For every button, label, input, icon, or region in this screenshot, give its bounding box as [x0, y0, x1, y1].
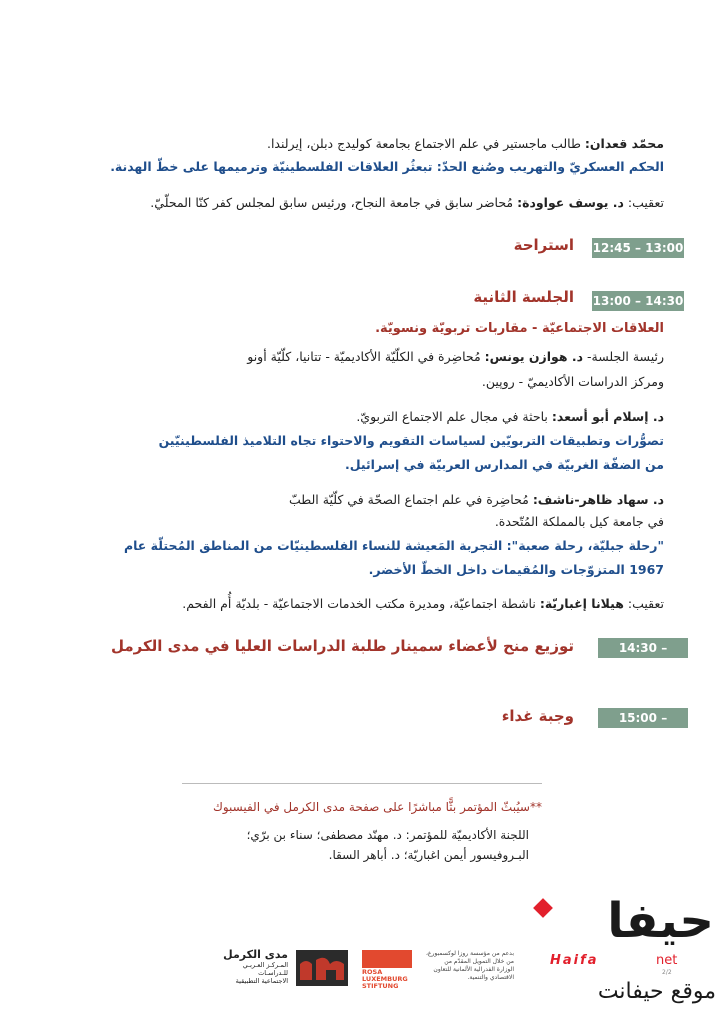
- session2-time: 13:00 – 14:30: [592, 291, 684, 311]
- support-1: بدعم من مؤسسة روزا لوكسمبورغ،: [425, 950, 514, 957]
- presenter-1-title-1: تصوُّرات وتطبيقات التربويّين لسياسات التقويم والاحتواء تجاه التلاميذ الفلسطينيّين: [158, 433, 664, 448]
- rosa-2: LUXEMBURG: [362, 975, 408, 983]
- grants-label: توزيع منح لأعضاء سمينار طلبة الدراسات العليا في مدى الكرمل: [110, 637, 574, 655]
- haifanet-watermark: [530, 895, 720, 1021]
- presenter-1-title-2: من الضفّة الغربيّة في المدارس العربيّة في إسرائيل.: [344, 457, 664, 472]
- session2-subtitle: العلاقات الاجتماعيّة - مقاربات تربويّة ونسويّة.: [375, 321, 664, 336]
- comment-name: د. يوسف عواودة:: [517, 195, 624, 210]
- presenter-2-title-1: "رحلة جبليّة، رحلة صعبة": التجربة المَعيشة للنساء الفلسطينيّات من المناطق المُحتلّة عام: [123, 538, 664, 553]
- rosa-logo-icon: [362, 950, 412, 968]
- chair-line: [40, 348, 664, 366]
- rosa-1: ROSA: [362, 968, 383, 976]
- page-number: 2/2: [662, 969, 672, 976]
- comment-desc: مُحاضر سابق في جامعة النجاح، ورئيس سابق لمجلس كفر كنّا المحلّيّ.: [150, 195, 518, 210]
- comment-line: [40, 194, 664, 212]
- presenter-1-desc: باحثة في مجال علم الاجتماع التربويّ.: [356, 409, 552, 424]
- rosa-3: STIFTUNG: [362, 982, 399, 990]
- haifa-site-name: موقع حيفانت: [597, 979, 716, 1004]
- presenter-2-title-2: 1967 المتزوّجات والمُقيمات داخل الخطّ الأخضر.: [368, 562, 664, 577]
- break-time: 12:45 – 13:00: [592, 238, 684, 258]
- lunch-label: وجبة غداء: [501, 707, 574, 725]
- live-note: **سيُبثّ المؤتمر بثًّا مباشرًا على صفحة مدى الكرمل في الفيسبوك: [212, 800, 542, 814]
- rosa-logo-text: [362, 969, 408, 990]
- mada-name: مدى الكرمل: [223, 948, 288, 961]
- speaker-desc: طالب ماجستير في علم الاجتماع بجامعة كوليدج دبلن، إيرلندا.: [266, 136, 585, 151]
- presenter-1-name: د. إسلام أبو أسعد:: [551, 409, 664, 424]
- grants-time: 14:30 – 15:00: [598, 638, 688, 658]
- committee-2: البـروفيسور أيمن اغباريّة؛ د. أباهر السقا.: [328, 848, 529, 862]
- mada-sub-1: المـركـز العـربـي للـدراسـات: [242, 961, 288, 977]
- mada-logo-text: [212, 948, 288, 985]
- support-text: [414, 950, 514, 982]
- presenter-2-line: [40, 491, 664, 509]
- chair-desc-2: ومركز الدراسات الأكاديميّ - روپين.: [481, 374, 664, 389]
- haifa-arabic: حيفا: [607, 893, 714, 949]
- chair-label: رئيسة الجلسة-: [583, 349, 664, 364]
- presenter-2-desc: مُحاضِرة في علم اجتماع الصحّة في كلّيّة الطبّ: [288, 492, 533, 507]
- chair-name: د. هوازن يونس:: [484, 349, 584, 364]
- speaker-line: [40, 135, 664, 153]
- support-4: الاقتصادي والتنمية.: [467, 974, 514, 981]
- footer-divider: [182, 783, 542, 784]
- session2-comment-desc: ناشطة اجتماعيّة، ومديرة مكتب الخدمات الاجتماعيّة - بلديّة أُم الفحم.: [182, 596, 540, 611]
- comment-label: تعقيب:: [623, 195, 664, 210]
- haifa-english: Haifa: [550, 953, 599, 968]
- haifa-net: net: [656, 953, 678, 968]
- presenter-2-desc-2: في جامعة كيل بالمملكة المُتّحدة.: [494, 514, 664, 529]
- haifa-dot-icon: [533, 898, 553, 918]
- mada-logo-icon: [296, 950, 348, 986]
- session2-comment-line: [40, 595, 664, 613]
- committee-1: اللجنة الأكاديميّة للمؤتمر: د. مهنّد مصطفى؛ سناء بن برّي؛: [246, 828, 529, 842]
- session2-title: الجلسة الثانية: [473, 288, 574, 306]
- talk-title: الحكم العسكريّ والتهريب وصُنع الحدّ: تبعثُر العلاقات الفلسطينيّة وترميمها على خطّ الهدنة.: [110, 159, 664, 174]
- speaker-name: محمّد قعدان:: [584, 136, 664, 151]
- presenter-2-name: د. سهاد ظاهر-ناشف:: [532, 492, 664, 507]
- mada-sub-2: الاجتماعية التطبيقية: [235, 977, 288, 985]
- support-3: الوزارة الفدرالية الألمانية للتعاون: [433, 966, 514, 973]
- lunch-time: 15:00 – 16:00: [598, 708, 688, 728]
- presenter-1-line: [40, 408, 664, 426]
- session2-comment-label: تعقيب:: [623, 596, 664, 611]
- chair-desc: مُحاضِرة في الكلّيّة الأكاديميّة - تتانيا، كلّيّة أونو: [247, 349, 485, 364]
- support-2: من خلال التمويل المقدّم من: [444, 958, 514, 965]
- break-label: استراحة: [513, 236, 574, 254]
- session2-comment-name: هيلانا إغباريّة:: [539, 596, 624, 611]
